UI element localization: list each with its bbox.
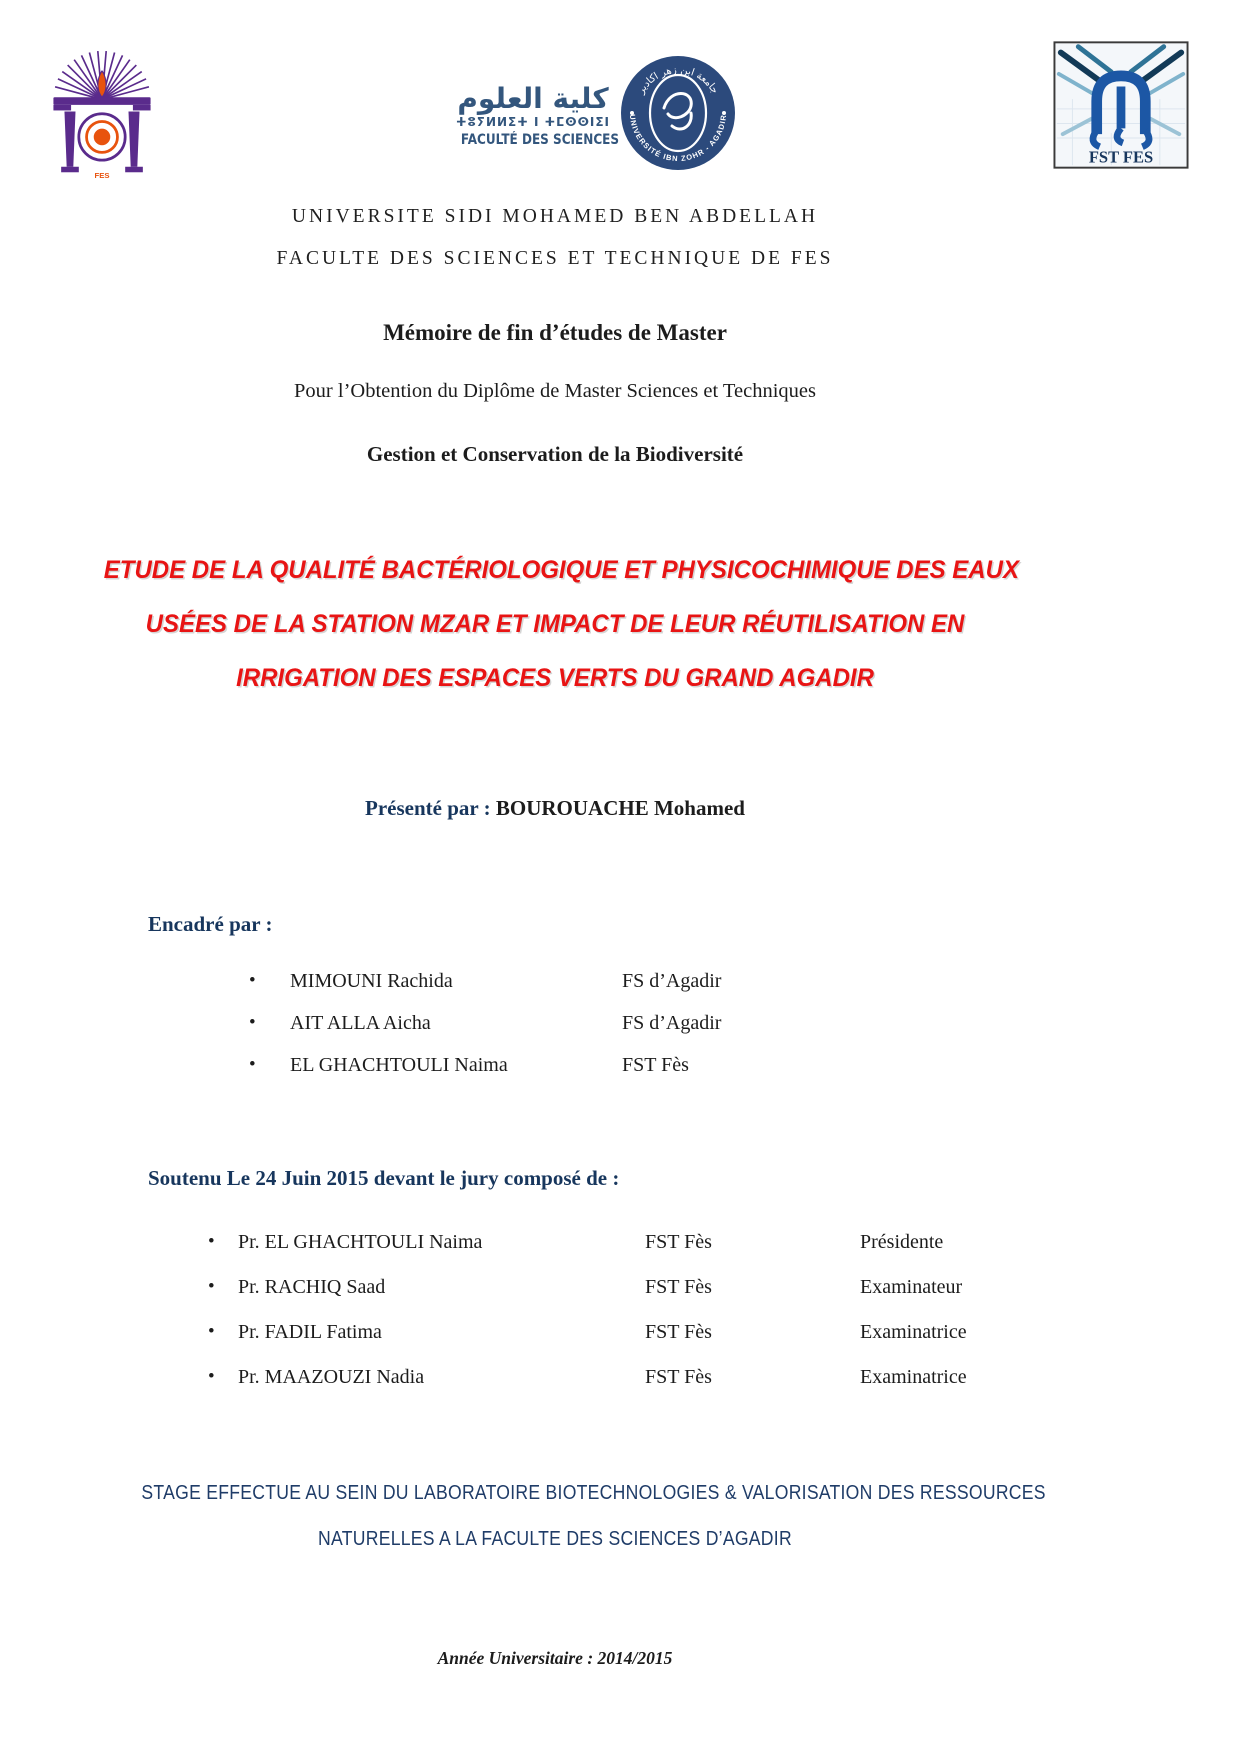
thesis-title-line-1: ETUDE DE LA QUALITÉ BACTÉRIOLOGIQUE ET PHYSICOCHIMIQUE DES EAUX xyxy=(103,556,1019,584)
jury-role: Examinateur xyxy=(860,1276,963,1298)
bullet-icon: • xyxy=(208,1321,215,1342)
supervisor-row xyxy=(0,1012,1241,1042)
seal-arabic-arc-text: جامعة ابن زهر اكادير xyxy=(635,64,721,96)
bullet-icon: • xyxy=(249,1054,256,1075)
fst-fes-logo xyxy=(1053,40,1189,170)
emblem-fes-label: FES xyxy=(94,170,110,180)
bullet-icon: • xyxy=(208,1366,215,1387)
supervisor-affiliation: FST Fès xyxy=(622,1054,689,1076)
supervisor-affiliation: FS d’Agadir xyxy=(622,1012,722,1034)
thesis-title-line-2: USÉES DE LA STATION MZAR ET IMPACT DE LEUR RÉUTILISATION EN xyxy=(145,610,965,638)
bullet-icon: • xyxy=(249,970,256,991)
university-name: UNIVERSITE SIDI MOHAMED BEN ABDELLAH xyxy=(291,206,819,227)
ibn-zohr-seal-logo xyxy=(618,52,738,174)
supervisor-row xyxy=(0,970,1241,1000)
supervisor-name: MIMOUNI Rachida xyxy=(290,970,453,992)
memoire-title: Mémoire de fin d’études de Master xyxy=(383,320,727,345)
jury-row xyxy=(0,1321,1241,1351)
thesis-title-line-3: IRRIGATION DES ESPACES VERTS DU GRAND AGADIR xyxy=(236,664,874,692)
jury-row xyxy=(0,1366,1241,1396)
supervisor-row xyxy=(0,1054,1241,1084)
author-name: BOUROUACHE Mohamed xyxy=(495,796,745,820)
jury-affiliation: FST Fès xyxy=(645,1321,712,1343)
supervised-by-heading: Encadré par : xyxy=(148,912,273,936)
jury-name: Pr. EL GHACHTOULI Naima xyxy=(238,1231,483,1253)
jury-role: Présidente xyxy=(860,1231,944,1253)
internship-line-1: STAGE EFFECTUE AU SEIN DU LABORATOIRE BIOTECHNOLOGIES & VALORISATION DES RESSOURCES xyxy=(141,1482,1046,1504)
jury-role: Examinatrice xyxy=(860,1366,967,1388)
fst-logo-caption: FST FES xyxy=(1088,147,1154,167)
jury-affiliation: FST Fès xyxy=(645,1231,712,1253)
seal-latin-arc-text: UNIVERSITÉ IBN ZOHR - AGADIR xyxy=(627,113,729,164)
emblem-pillar-left xyxy=(64,112,75,167)
diploma-line: Pour l’Obtention du Diplôme de Master Sciences et Techniques xyxy=(294,380,816,402)
program-line: Gestion et Conservation de la Biodiversité xyxy=(366,442,744,466)
supervisor-affiliation: FS d’Agadir xyxy=(622,970,722,992)
academic-year: Année Universitaire : 2014/2015 xyxy=(437,1648,673,1668)
presented-by-label: Présenté par : xyxy=(365,796,491,820)
faculty-sciences-wordmark xyxy=(448,84,618,148)
bullet-icon: • xyxy=(208,1276,215,1297)
faculty-name: FACULTE DES SCIENCES ET TECHNIQUE DE FES xyxy=(276,248,834,269)
jury-row xyxy=(0,1231,1241,1261)
jury-name: Pr. MAAZOUZI Nadia xyxy=(238,1366,425,1388)
jury-affiliation: FST Fès xyxy=(645,1366,712,1388)
jury-name: Pr. FADIL Fatima xyxy=(238,1321,382,1343)
defense-heading: Soutenu Le 24 Juin 2015 devant le jury composé de : xyxy=(148,1166,620,1190)
presented-by-line xyxy=(85,796,1025,821)
jury-role: Examinatrice xyxy=(860,1321,967,1343)
supervisor-name: EL GHACHTOULI Naima xyxy=(290,1054,508,1076)
supervisor-name: AIT ALLA Aicha xyxy=(290,1012,431,1034)
jury-row xyxy=(0,1276,1241,1306)
emblem-bar xyxy=(53,97,150,105)
internship-line-2: NATURELLES A LA FACULTE DES SCIENCES D’AGADIR xyxy=(318,1528,792,1550)
jury-name: Pr. RACHIQ Saad xyxy=(238,1276,386,1298)
faculty-tifinagh-text: ⵜⵓⵢⵍⵍⵉⵜ ⵏ ⵜⵎⵙⵙⵏⵉⵏ xyxy=(455,115,611,130)
jury-affiliation: FST Fès xyxy=(645,1276,712,1298)
faculty-latin-text: FACULTÉ DES SCIENCES xyxy=(460,132,620,149)
faculty-arabic-text: كلية العلوم xyxy=(457,82,609,115)
usmba-emblem-logo xyxy=(46,42,158,180)
bullet-icon: • xyxy=(208,1231,215,1252)
bullet-icon: • xyxy=(249,1012,256,1033)
emblem-pillar-right xyxy=(128,112,139,167)
